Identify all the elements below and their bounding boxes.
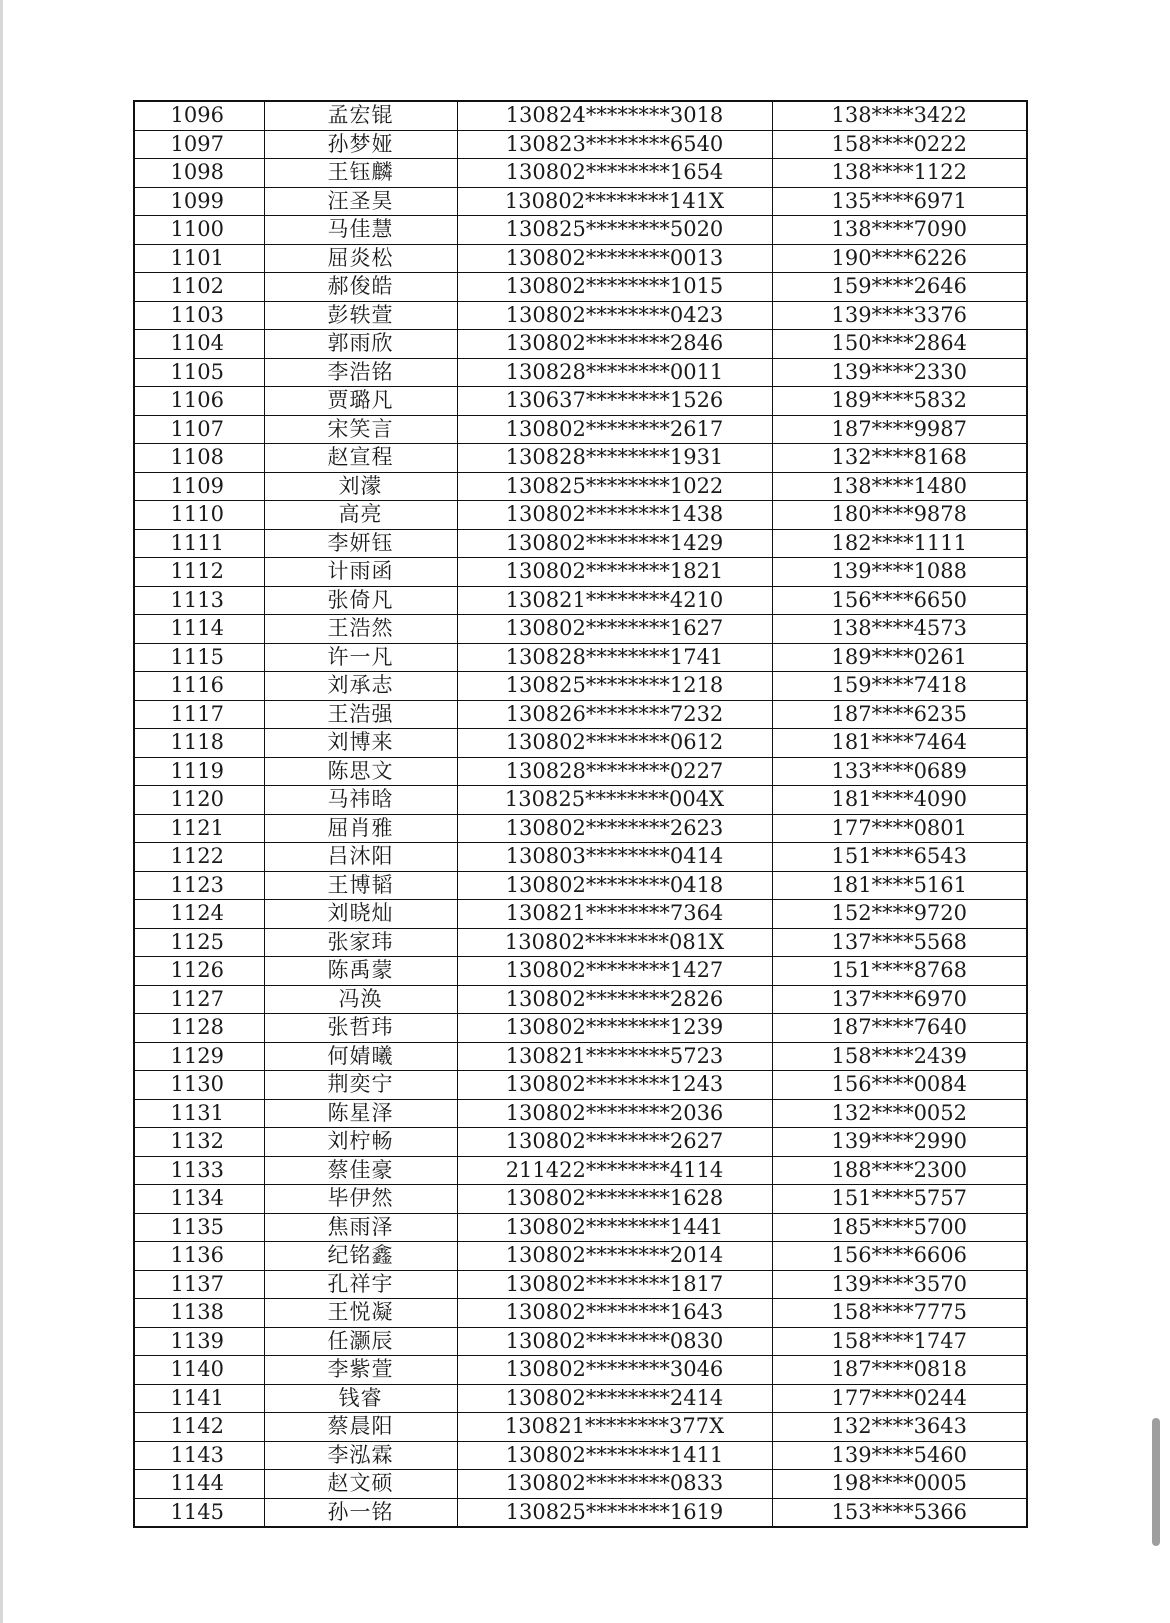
table-row	[134, 415, 1027, 444]
page-edge	[0, 0, 3, 1623]
phone-number-cell: 177****0801	[772, 814, 1027, 843]
table-row	[134, 1299, 1027, 1328]
table-row	[134, 615, 1027, 644]
student-name-cell: 屈炎松	[264, 244, 457, 273]
id-number-cell: 130802********1429	[457, 529, 772, 558]
table-row	[134, 757, 1027, 786]
row-number-cell: 1144	[134, 1470, 264, 1499]
row-number-cell: 1110	[134, 501, 264, 530]
student-name-cell: 蔡晨阳	[264, 1413, 457, 1442]
phone-number-cell: 187****7640	[772, 1014, 1027, 1043]
student-name-cell: 孙梦娅	[264, 130, 457, 159]
table-row	[134, 1356, 1027, 1385]
table-row	[134, 244, 1027, 273]
row-number-cell: 1111	[134, 529, 264, 558]
scrollbar[interactable]	[1152, 0, 1170, 1623]
student-name-cell: 汪圣昊	[264, 187, 457, 216]
phone-number-cell: 138****4573	[772, 615, 1027, 644]
table-row	[134, 871, 1027, 900]
student-name-cell: 荆奕宁	[264, 1071, 457, 1100]
phone-number-cell: 187****0818	[772, 1356, 1027, 1385]
student-name-cell: 李浩铭	[264, 358, 457, 387]
student-name-cell: 贾璐凡	[264, 387, 457, 416]
table-row	[134, 1413, 1027, 1442]
id-number-cell: 130802********1427	[457, 957, 772, 986]
student-name-cell: 王钰麟	[264, 159, 457, 188]
student-name-cell: 陈星泽	[264, 1099, 457, 1128]
table-row	[134, 643, 1027, 672]
table-row	[134, 529, 1027, 558]
id-number-cell: 130802********2826	[457, 985, 772, 1014]
id-number-cell: 211422********4114	[457, 1156, 772, 1185]
table-row	[134, 159, 1027, 188]
row-number-cell: 1097	[134, 130, 264, 159]
row-number-cell: 1120	[134, 786, 264, 815]
id-number-cell: 130821********377X	[457, 1413, 772, 1442]
row-number-cell: 1136	[134, 1242, 264, 1271]
student-name-cell: 李紫萱	[264, 1356, 457, 1385]
student-name-cell: 李妍钰	[264, 529, 457, 558]
student-name-cell: 屈肖雅	[264, 814, 457, 843]
phone-number-cell: 138****1480	[772, 472, 1027, 501]
student-name-cell: 王浩然	[264, 615, 457, 644]
student-name-cell: 赵文硕	[264, 1470, 457, 1499]
table-row	[134, 1498, 1027, 1527]
row-number-cell: 1133	[134, 1156, 264, 1185]
id-number-cell: 130802********1628	[457, 1185, 772, 1214]
id-number-cell: 130802********1411	[457, 1441, 772, 1470]
phone-number-cell: 159****7418	[772, 672, 1027, 701]
row-number-cell: 1132	[134, 1128, 264, 1157]
id-number-cell: 130828********0227	[457, 757, 772, 786]
phone-number-cell: 137****5568	[772, 928, 1027, 957]
row-number-cell: 1124	[134, 900, 264, 929]
phone-number-cell: 133****0689	[772, 757, 1027, 786]
phone-number-cell: 138****1122	[772, 159, 1027, 188]
id-number-cell: 130825********1619	[457, 1498, 772, 1527]
student-name-cell: 孔祥宇	[264, 1270, 457, 1299]
table-row	[134, 1156, 1027, 1185]
student-name-cell: 许一凡	[264, 643, 457, 672]
row-number-cell: 1130	[134, 1071, 264, 1100]
row-number-cell: 1134	[134, 1185, 264, 1214]
row-number-cell: 1100	[134, 216, 264, 245]
student-name-cell: 任灏辰	[264, 1327, 457, 1356]
phone-number-cell: 139****3570	[772, 1270, 1027, 1299]
table-row	[134, 1327, 1027, 1356]
phone-number-cell: 190****6226	[772, 244, 1027, 273]
table-row	[134, 1470, 1027, 1499]
table-row	[134, 301, 1027, 330]
phone-number-cell: 158****0222	[772, 130, 1027, 159]
id-number-cell: 130802********2414	[457, 1384, 772, 1413]
id-number-cell: 130821********4210	[457, 586, 772, 615]
id-number-cell: 130802********1654	[457, 159, 772, 188]
student-name-cell: 纪铭鑫	[264, 1242, 457, 1271]
student-name-cell: 郭雨欣	[264, 330, 457, 359]
row-number-cell: 1118	[134, 729, 264, 758]
student-name-cell: 刘承志	[264, 672, 457, 701]
phone-number-cell: 132****8168	[772, 444, 1027, 473]
student-name-cell: 钱睿	[264, 1384, 457, 1413]
student-name-cell: 郝俊皓	[264, 273, 457, 302]
row-number-cell: 1105	[134, 358, 264, 387]
student-name-cell: 张家玮	[264, 928, 457, 957]
id-number-cell: 130802********0423	[457, 301, 772, 330]
row-number-cell: 1098	[134, 159, 264, 188]
table-row	[134, 928, 1027, 957]
table-row	[134, 273, 1027, 302]
table-row	[134, 1042, 1027, 1071]
table-row	[134, 1242, 1027, 1271]
row-number-cell: 1142	[134, 1413, 264, 1442]
row-number-cell: 1117	[134, 700, 264, 729]
id-number-cell: 130823********6540	[457, 130, 772, 159]
id-number-cell: 130637********1526	[457, 387, 772, 416]
id-number-cell: 130828********1741	[457, 643, 772, 672]
row-number-cell: 1102	[134, 273, 264, 302]
student-name-cell: 赵宣程	[264, 444, 457, 473]
id-number-cell: 130802********1643	[457, 1299, 772, 1328]
student-name-cell: 张哲玮	[264, 1014, 457, 1043]
student-name-cell: 孙一铭	[264, 1498, 457, 1527]
roster-table	[133, 100, 1028, 1528]
phone-number-cell: 137****6970	[772, 985, 1027, 1014]
phone-number-cell: 159****2646	[772, 273, 1027, 302]
row-number-cell: 1115	[134, 643, 264, 672]
student-name-cell: 刘濛	[264, 472, 457, 501]
phone-number-cell: 187****9987	[772, 415, 1027, 444]
student-name-cell: 刘博来	[264, 729, 457, 758]
student-name-cell: 何婧曦	[264, 1042, 457, 1071]
table-row	[134, 843, 1027, 872]
id-number-cell: 130821********5723	[457, 1042, 772, 1071]
id-number-cell: 130802********1441	[457, 1213, 772, 1242]
row-number-cell: 1128	[134, 1014, 264, 1043]
id-number-cell: 130825********004X	[457, 786, 772, 815]
phone-number-cell: 151****6543	[772, 843, 1027, 872]
row-number-cell: 1104	[134, 330, 264, 359]
phone-number-cell: 177****0244	[772, 1384, 1027, 1413]
phone-number-cell: 135****6971	[772, 187, 1027, 216]
id-number-cell: 130825********5020	[457, 216, 772, 245]
phone-number-cell: 151****8768	[772, 957, 1027, 986]
table-row	[134, 900, 1027, 929]
table-row	[134, 957, 1027, 986]
id-number-cell: 130802********3046	[457, 1356, 772, 1385]
table-row	[134, 1185, 1027, 1214]
row-number-cell: 1112	[134, 558, 264, 587]
row-number-cell: 1123	[134, 871, 264, 900]
row-number-cell: 1121	[134, 814, 264, 843]
student-name-cell: 彭轶萱	[264, 301, 457, 330]
table-row	[134, 444, 1027, 473]
phone-number-cell: 198****0005	[772, 1470, 1027, 1499]
table-row	[134, 216, 1027, 245]
phone-number-cell: 182****1111	[772, 529, 1027, 558]
phone-number-cell: 152****9720	[772, 900, 1027, 929]
row-number-cell: 1122	[134, 843, 264, 872]
student-name-cell: 陈禹蒙	[264, 957, 457, 986]
row-number-cell: 1127	[134, 985, 264, 1014]
table-row	[134, 985, 1027, 1014]
phone-number-cell: 189****5832	[772, 387, 1027, 416]
phone-number-cell: 151****5757	[772, 1185, 1027, 1214]
row-number-cell: 1108	[134, 444, 264, 473]
student-name-cell: 高亮	[264, 501, 457, 530]
row-number-cell: 1109	[134, 472, 264, 501]
student-name-cell: 焦雨泽	[264, 1213, 457, 1242]
table-row	[134, 501, 1027, 530]
table-row	[134, 558, 1027, 587]
student-name-cell: 王悦凝	[264, 1299, 457, 1328]
id-number-cell: 130802********1627	[457, 615, 772, 644]
table-row	[134, 101, 1027, 130]
row-number-cell: 1103	[134, 301, 264, 330]
table-row	[134, 1270, 1027, 1299]
id-number-cell: 130802********1239	[457, 1014, 772, 1043]
student-name-cell: 冯涣	[264, 985, 457, 1014]
phone-number-cell: 185****5700	[772, 1213, 1027, 1242]
table-row	[134, 1128, 1027, 1157]
row-number-cell: 1138	[134, 1299, 264, 1328]
phone-number-cell: 158****7775	[772, 1299, 1027, 1328]
row-number-cell: 1141	[134, 1384, 264, 1413]
table-row	[134, 330, 1027, 359]
phone-number-cell: 158****2439	[772, 1042, 1027, 1071]
row-number-cell: 1106	[134, 387, 264, 416]
phone-number-cell: 188****2300	[772, 1156, 1027, 1185]
id-number-cell: 130821********7364	[457, 900, 772, 929]
table-row	[134, 786, 1027, 815]
phone-number-cell: 138****3422	[772, 101, 1027, 130]
phone-number-cell: 187****6235	[772, 700, 1027, 729]
row-number-cell: 1101	[134, 244, 264, 273]
roster-body	[134, 101, 1027, 1527]
id-number-cell: 130802********2617	[457, 415, 772, 444]
phone-number-cell: 180****9878	[772, 501, 1027, 530]
student-name-cell: 毕伊然	[264, 1185, 457, 1214]
row-number-cell: 1131	[134, 1099, 264, 1128]
table-row	[134, 1099, 1027, 1128]
phone-number-cell: 156****6606	[772, 1242, 1027, 1271]
id-number-cell: 130802********1015	[457, 273, 772, 302]
id-number-cell: 130802********1243	[457, 1071, 772, 1100]
table-row	[134, 672, 1027, 701]
table-row	[134, 1213, 1027, 1242]
id-number-cell: 130802********0013	[457, 244, 772, 273]
table-row	[134, 814, 1027, 843]
id-number-cell: 130824********3018	[457, 101, 772, 130]
phone-number-cell: 156****0084	[772, 1071, 1027, 1100]
table-row	[134, 358, 1027, 387]
id-number-cell: 130802********2846	[457, 330, 772, 359]
row-number-cell: 1114	[134, 615, 264, 644]
student-name-cell: 孟宏锟	[264, 101, 457, 130]
student-name-cell: 王浩强	[264, 700, 457, 729]
student-name-cell: 计雨函	[264, 558, 457, 587]
table-row	[134, 130, 1027, 159]
table-row	[134, 700, 1027, 729]
phone-number-cell: 139****3376	[772, 301, 1027, 330]
row-number-cell: 1143	[134, 1441, 264, 1470]
student-name-cell: 刘晓灿	[264, 900, 457, 929]
phone-number-cell: 139****5460	[772, 1441, 1027, 1470]
phone-number-cell: 181****4090	[772, 786, 1027, 815]
row-number-cell: 1126	[134, 957, 264, 986]
id-number-cell: 130802********0830	[457, 1327, 772, 1356]
id-number-cell: 130803********0414	[457, 843, 772, 872]
id-number-cell: 130802********0833	[457, 1470, 772, 1499]
student-name-cell: 张倚凡	[264, 586, 457, 615]
id-number-cell: 130802********2623	[457, 814, 772, 843]
phone-number-cell: 181****7464	[772, 729, 1027, 758]
id-number-cell: 130802********081X	[457, 928, 772, 957]
row-number-cell: 1107	[134, 415, 264, 444]
phone-number-cell: 139****2330	[772, 358, 1027, 387]
student-name-cell: 吕沐阳	[264, 843, 457, 872]
phone-number-cell: 132****0052	[772, 1099, 1027, 1128]
student-name-cell: 蔡佳豪	[264, 1156, 457, 1185]
table-row	[134, 586, 1027, 615]
phone-number-cell: 189****0261	[772, 643, 1027, 672]
table-row	[134, 187, 1027, 216]
phone-number-cell: 158****1747	[772, 1327, 1027, 1356]
id-number-cell: 130802********0418	[457, 871, 772, 900]
row-number-cell: 1137	[134, 1270, 264, 1299]
table-row	[134, 387, 1027, 416]
student-name-cell: 宋笑言	[264, 415, 457, 444]
id-number-cell: 130802********141X	[457, 187, 772, 216]
id-number-cell: 130828********0011	[457, 358, 772, 387]
student-name-cell: 李泓霖	[264, 1441, 457, 1470]
id-number-cell: 130826********7232	[457, 700, 772, 729]
row-number-cell: 1113	[134, 586, 264, 615]
phone-number-cell: 150****2864	[772, 330, 1027, 359]
id-number-cell: 130802********2627	[457, 1128, 772, 1157]
phone-number-cell: 139****2990	[772, 1128, 1027, 1157]
id-number-cell: 130828********1931	[457, 444, 772, 473]
phone-number-cell: 153****5366	[772, 1498, 1027, 1527]
scrollbar-thumb[interactable]	[1152, 1418, 1160, 1546]
student-name-cell: 陈思文	[264, 757, 457, 786]
phone-number-cell: 156****6650	[772, 586, 1027, 615]
id-number-cell: 130802********1821	[457, 558, 772, 587]
phone-number-cell: 139****1088	[772, 558, 1027, 587]
table-row	[134, 1014, 1027, 1043]
student-name-cell: 马祎晗	[264, 786, 457, 815]
student-name-cell: 刘柠畅	[264, 1128, 457, 1157]
row-number-cell: 1125	[134, 928, 264, 957]
row-number-cell: 1119	[134, 757, 264, 786]
row-number-cell: 1116	[134, 672, 264, 701]
table-row	[134, 1441, 1027, 1470]
row-number-cell: 1135	[134, 1213, 264, 1242]
phone-number-cell: 138****7090	[772, 216, 1027, 245]
table-row	[134, 472, 1027, 501]
row-number-cell: 1140	[134, 1356, 264, 1385]
id-number-cell: 130802********2014	[457, 1242, 772, 1271]
phone-number-cell: 181****5161	[772, 871, 1027, 900]
row-number-cell: 1099	[134, 187, 264, 216]
id-number-cell: 130825********1218	[457, 672, 772, 701]
row-number-cell: 1096	[134, 101, 264, 130]
phone-number-cell: 132****3643	[772, 1413, 1027, 1442]
row-number-cell: 1129	[134, 1042, 264, 1071]
table-row	[134, 1071, 1027, 1100]
id-number-cell: 130802********0612	[457, 729, 772, 758]
row-number-cell: 1139	[134, 1327, 264, 1356]
table-row	[134, 729, 1027, 758]
student-name-cell: 马佳慧	[264, 216, 457, 245]
id-number-cell: 130825********1022	[457, 472, 772, 501]
row-number-cell: 1145	[134, 1498, 264, 1527]
id-number-cell: 130802********2036	[457, 1099, 772, 1128]
id-number-cell: 130802********1817	[457, 1270, 772, 1299]
table-row	[134, 1384, 1027, 1413]
student-name-cell: 王博韬	[264, 871, 457, 900]
id-number-cell: 130802********1438	[457, 501, 772, 530]
